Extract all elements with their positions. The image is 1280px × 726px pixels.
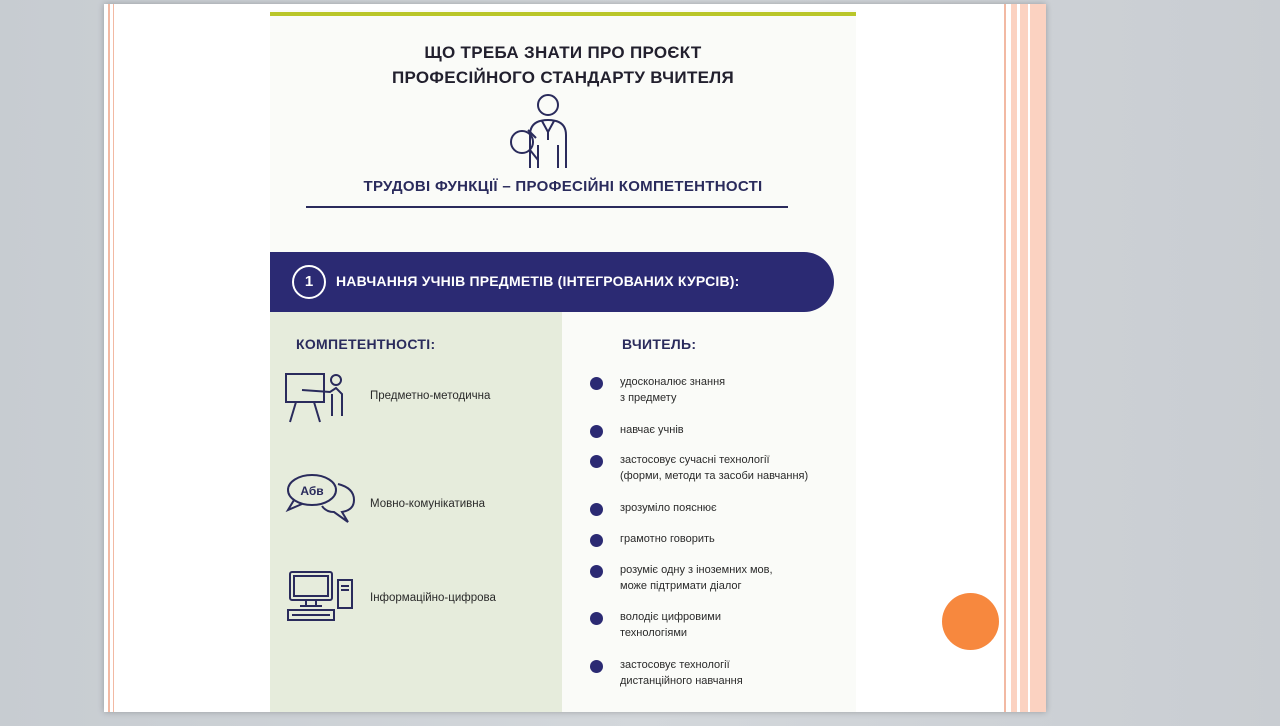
item-line-1: удосконалює знання xyxy=(620,376,726,388)
poster-title xyxy=(270,40,856,90)
competence-label: Інформаційно-цифрова xyxy=(370,592,496,604)
speech-bubble-text: Абв xyxy=(300,484,324,498)
item-line-2: технологіями xyxy=(620,627,688,639)
slide xyxy=(104,4,1046,712)
bullet-dot xyxy=(590,455,603,468)
slide-right-band xyxy=(1011,4,1017,712)
item-line-1: зрозуміло пояснює xyxy=(620,502,717,514)
competence-item xyxy=(270,370,562,450)
teacher-board-icon xyxy=(282,370,348,426)
competence-label: Предметно-методична xyxy=(370,390,491,402)
poster-top-bar xyxy=(270,12,856,16)
competence-label: Мовно-комунікативна xyxy=(370,498,486,510)
slide-right-band-3 xyxy=(1030,4,1046,712)
item-line-1: розуміє одну з іноземних мов, xyxy=(620,564,773,576)
section-banner-text: НАВЧАННЯ УЧНІВ ПРЕДМЕТІВ (ІНТЕГРОВАНИХ КУРСІВ): xyxy=(336,273,740,289)
bullet-dot xyxy=(590,377,603,390)
teacher-with-magnifier-icon xyxy=(498,90,588,170)
slide-left-border-line xyxy=(108,4,110,712)
competence-item xyxy=(270,568,562,648)
bullet-dot xyxy=(590,534,603,547)
teacher-heading: ВЧИТЕЛЬ: xyxy=(622,336,697,352)
teacher-item-text xyxy=(620,562,856,594)
item-line-2: (форми, методи та засоби навчання) xyxy=(620,470,809,482)
slide-right-line xyxy=(1004,4,1006,712)
bullet-dot xyxy=(590,565,603,578)
teacher-item-text xyxy=(620,657,856,689)
teacher-item-text xyxy=(620,422,856,438)
teacher-item-text xyxy=(620,500,856,516)
computer-icon xyxy=(282,568,358,624)
item-line-1: застосовує технології xyxy=(620,659,730,671)
teacher-item-text xyxy=(620,374,856,406)
teacher-item-text xyxy=(620,452,856,484)
speech-bubbles-icon xyxy=(282,470,358,526)
teacher-panel xyxy=(562,312,856,712)
item-line-2: з предмету xyxy=(620,392,677,404)
poster-title-line-2: ПРОФЕСІЙНОГО СТАНДАРТУ ВЧИТЕЛЯ xyxy=(391,68,735,87)
competence-item xyxy=(270,470,562,550)
section-number-badge: 1 xyxy=(292,265,326,299)
poster-subtitle: ТРУДОВІ ФУНКЦІЇ – ПРОФЕСІЙНІ КОМПЕТЕНТНОСТІ xyxy=(363,178,763,195)
item-line-1: грамотно говорить xyxy=(620,533,715,545)
bullet-dot xyxy=(590,503,603,516)
slide-right-band-2 xyxy=(1020,4,1028,712)
teacher-item-text xyxy=(620,609,856,641)
infographic-poster xyxy=(270,10,856,712)
item-line-1: володіє цифровими xyxy=(620,611,721,623)
teacher-item-text xyxy=(620,531,856,547)
orange-decor-circle xyxy=(942,593,999,650)
subtitle-underline xyxy=(306,206,788,208)
section-banner xyxy=(270,252,834,312)
poster-title-line-1: ЩО ТРЕБА ЗНАТИ ПРО ПРОЄКТ xyxy=(424,43,702,62)
bullet-dot xyxy=(590,660,603,673)
item-line-1: застосовує сучасні технології xyxy=(620,454,770,466)
item-line-1: навчає учнів xyxy=(620,424,684,436)
competences-heading: КОМПЕТЕНТНОСТІ: xyxy=(296,336,436,352)
item-line-2: може підтримати діалог xyxy=(620,580,742,592)
bullet-dot xyxy=(590,425,603,438)
bullet-dot xyxy=(590,612,603,625)
item-line-2: дистанційного навчання xyxy=(620,675,743,687)
competences-panel xyxy=(270,312,562,712)
slide-left-border-line-2 xyxy=(113,4,114,712)
